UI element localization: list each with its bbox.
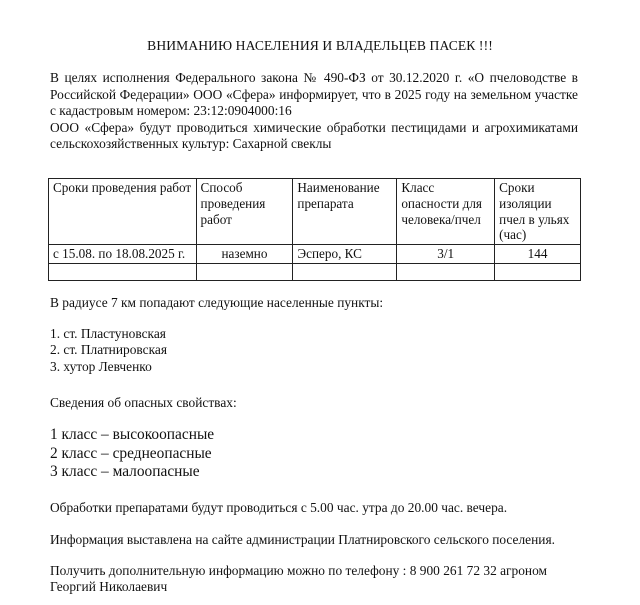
empty-cell xyxy=(397,263,495,280)
empty-cell xyxy=(196,263,293,280)
treatment-table xyxy=(48,178,581,281)
header-method: Способ проведения работ xyxy=(196,179,293,245)
cell-method: наземно xyxy=(196,245,293,264)
cell-preparation: Эсперо, КС xyxy=(293,245,397,264)
website-paragraph xyxy=(50,532,555,548)
contact-text-1: Получить дополнительную информацию можно по телефону : 8 900 261 72 32 агроном xyxy=(50,563,548,578)
list-item: 3. хутор Левченко xyxy=(50,358,152,374)
cell-period: с 15.08. по 18.08.2025 г. xyxy=(49,245,197,264)
schedule-text: Обработки препаратами будут проводиться с 5.00 час. утра до 20.00 час. вечера. xyxy=(50,500,508,515)
hazard-classes-list xyxy=(50,426,214,482)
list-item: 1. ст. Пластуновская xyxy=(50,326,166,341)
settlements-list xyxy=(50,326,167,375)
document-title: ВНИМАНИЮ НАСЕЛЕНИЯ И ВЛАДЕЛЬЦЕВ ПАСЕК !!! xyxy=(147,38,493,53)
table-empty-row xyxy=(49,263,581,280)
settlements-heading xyxy=(50,295,383,311)
intro-text-2: ООО «Сфера» будут проводиться химические обработки пестицидами и агрохимикатами сельскохозяйственных культур: Сахарной свеклы xyxy=(50,119,578,152)
empty-cell xyxy=(293,263,397,280)
empty-cell xyxy=(49,263,197,280)
intro-paragraph xyxy=(50,70,578,153)
table-header-row xyxy=(49,179,581,245)
empty-cell xyxy=(495,263,581,280)
cell-hazard-class: 3/1 xyxy=(397,245,495,264)
contact-paragraph xyxy=(50,563,547,596)
header-isolation: Сроки изоляции пчел в ульях (час) xyxy=(495,179,581,245)
website-text: Информация выставлена на сайте администрации Платнировского сельского поселения. xyxy=(50,532,555,547)
list-item: 2. ст. Платнировская xyxy=(50,342,167,358)
list-item: 3 класс – малоопасные xyxy=(50,463,200,481)
header-preparation: Наименование препарата xyxy=(293,179,397,245)
header-period: Сроки проведения работ xyxy=(49,179,197,245)
settlements-heading-text: В радиусе 7 км попадают следующие населенные пункты: xyxy=(50,295,384,310)
intro-text-1: В целях исполнения Федерального закона № 490-ФЗ от 30.12.2020 г. «О пчеловодстве в Российской Федерации» ООО «Сфера» информирует, что в 2025 году на земельном участке с кадастровым номером: 23:12:0904000:16 xyxy=(50,70,578,119)
hazard-heading-text: Сведения об опасных свойствах: xyxy=(50,395,237,410)
list-item: 1 класс – высокоопасные xyxy=(50,426,215,443)
schedule-paragraph xyxy=(50,500,507,516)
hazard-heading xyxy=(50,395,237,411)
cell-isolation: 144 xyxy=(495,245,581,264)
contact-text-2: Георгий Николаевич xyxy=(50,579,168,595)
header-hazard-class: Класс опасности для человека/пчел xyxy=(397,179,495,245)
list-item: 2 класс – среднеопасные xyxy=(50,444,212,462)
table-row xyxy=(49,245,581,264)
